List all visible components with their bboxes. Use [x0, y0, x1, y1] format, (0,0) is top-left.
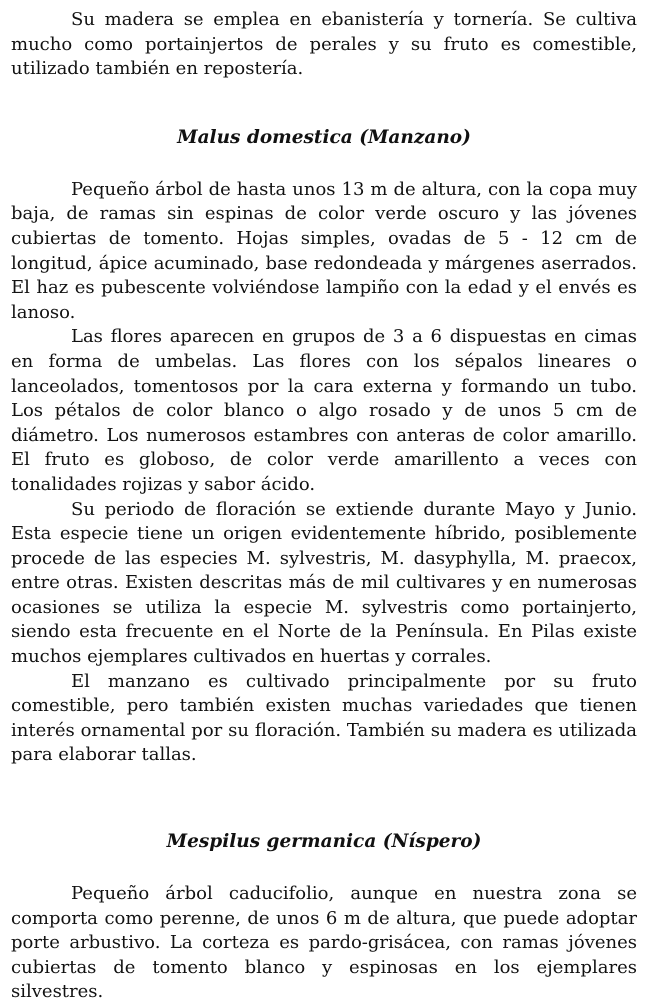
- spacer: [11, 854, 637, 882]
- malus-paragraph-2: Las flores aparecen en grupos de 3 a 6 dispuestas en cimas en forma de umbelas. Las flores con los sépalos lineares o lanceolados, tomentosos por la cara externa y formando un tubo. Los pétalos de color blanco o algo rosado y de unos 5 cm de diámetro. Los numerosos estambres con anteras de color amarillo. El fruto es globoso, de color verde amarillento a veces con tonalidades rojizas y sabor ácido.: [11, 326, 637, 495]
- section-title-malus: Malus domestica (Manzano): [177, 126, 471, 148]
- malus-paragraph-3: Su periodo de floración se extiende durante Mayo y Junio. Esta especie tiene un origen evidentemente híbrido, posiblemente procede de las especies M. sylvestris, M. dasyphylla, M. praecox, entre otras. Existen descritas más de mil cultivares y en numerosas ocasiones se utiliza la especie M. sylvestris como portainjerto, siendo esta frecuente en el Norte de la Península. En Pilas existe muchos ejemplares cultivados en huertas y corrales.: [11, 498, 637, 668]
- spacer: [11, 768, 637, 830]
- mespilus-paragraph-1: Pequeño árbol caducifolio, aunque en nuestra zona se comporta como perenne, de unos 6 m de altura, que puede adoptar porte arbustivo. La corteza es pardo-grisácea, con ramas jóvenes cubiertas de tomento blanco y espinosas en los ejemplares silvestres.: [11, 883, 637, 1003]
- document-page: [11, 8, 637, 1005]
- section-title-mespilus: Mespilus germanica (Níspero): [166, 831, 482, 853]
- spacer: [11, 150, 637, 178]
- intro-paragraph: Su madera se emplea en ebanistería y tornería. Se cultiva mucho como portainjertos de perales y su fruto es comestible, utilizado también en repostería.: [11, 9, 637, 80]
- malus-paragraph-1: Pequeño árbol de hasta unos 13 m de altura, con la copa muy baja, de ramas sin espinas de color verde oscuro y las jóvenes cubiertas de tomento. Hojas simples, ovadas de 5 - 12 cm de longitud, ápice acuminado, base redondeada y márgenes aserrados. El haz es pubescente volviéndose lampiño con la edad y el envés es lanoso.: [11, 178, 637, 323]
- spacer: [11, 82, 637, 126]
- malus-paragraph-4: El manzano es cultivado principalmente por su fruto comestible, pero también existen muchas variedades que tienen interés ornamental por su floración. También su madera es utilizada para elaborar tallas.: [11, 670, 637, 766]
